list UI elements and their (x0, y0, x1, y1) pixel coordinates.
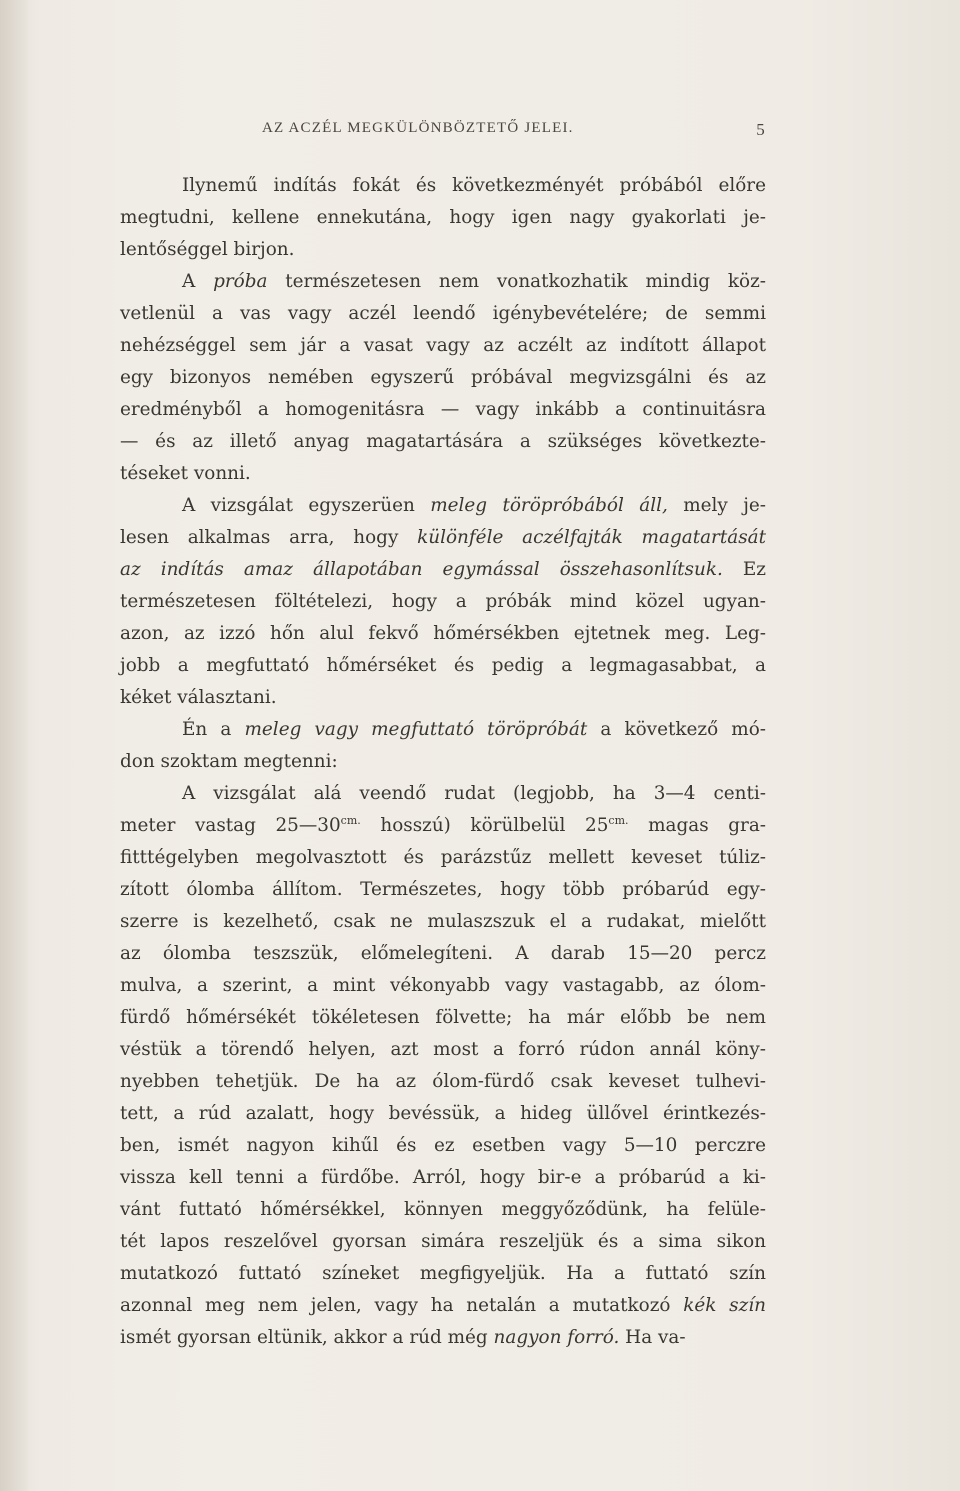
text-line (120, 234, 766, 266)
text-line (120, 746, 766, 778)
text-line (120, 778, 766, 810)
text-line (120, 394, 766, 426)
text-segment: — és az illető anyag magatartására a szükséges következte- (120, 431, 766, 452)
running-header (262, 120, 766, 144)
text-segment: zított ólomba állítom. Természetes, hogy több próbarúd egy- (120, 879, 766, 900)
text-line (120, 1066, 766, 1098)
body-text (120, 170, 766, 1354)
running-title: AZ ACZÉL MEGKÜLÖNBÖZTETŐ JELEI. (262, 120, 574, 136)
text-line (120, 1290, 766, 1322)
text-line (120, 458, 766, 490)
text-line (120, 490, 766, 522)
unit-superscript: cm. (340, 813, 361, 827)
text-line (120, 330, 766, 362)
italic-text: az indítás amaz állapotában egymással összehasonlítsuk. (120, 559, 723, 580)
text-line (120, 554, 766, 586)
text-segment: Ez (722, 559, 766, 580)
text-segment: véstük a törendő helyen, azt most a forró rúdon annál köny- (120, 1039, 766, 1060)
text-segment: egy bizonyos nemében egyszerű próbával megvizsgálni és az (120, 367, 766, 388)
text-segment: jobb a megfuttató hőmérséket és pedig a legmagasabbat, a (120, 655, 766, 676)
text-line (120, 1098, 766, 1130)
text-segment: don szoktam megtenni: (120, 751, 338, 772)
text-segment: természetesen nem vonatkozhatik mindig köz- (267, 271, 766, 292)
unit-superscript: cm. (608, 813, 629, 827)
text-line (120, 586, 766, 618)
text-segment: hosszú) körülbelül 25 (360, 815, 609, 836)
text-line (120, 426, 766, 458)
text-segment: mely je- (667, 495, 766, 516)
text-segment: Ha va- (619, 1327, 686, 1348)
text-segment: azonnal meg nem jelen, vagy ha netalán a mutatkozó (120, 1295, 684, 1316)
text-segment: szerre is kezelhető, csak ne mulaszszuk el a rudakat, mielőtt (120, 911, 766, 932)
text-segment: fürdő hőmérsékét tökéletesen fölvette; ha már előbb be nem (120, 1007, 766, 1028)
text-segment: vánt futtató hőmérsékkel, könnyen meggyőződünk, ha felüle- (120, 1199, 766, 1220)
text-segment: mulva, a szerint, a mint vékonyabb vagy vastagabb, az ólom- (120, 975, 766, 996)
page-binding-edge (0, 0, 28, 1491)
text-segment: fitttégelyben megolvasztott és parázstűz mellett keveset túliz- (120, 847, 766, 868)
italic-text: kék szín (683, 1295, 766, 1316)
text-line (120, 1194, 766, 1226)
text-line (120, 714, 766, 746)
italic-text: meleg vagy megfuttató töröpróbát (244, 719, 588, 740)
text-line (120, 650, 766, 682)
text-line (120, 1162, 766, 1194)
text-line (120, 202, 766, 234)
text-segment: azon, az izzó hőn alul fekvő hőmérsékben ejtetnek meg. Leg- (120, 623, 766, 644)
text-segment: meter vastag 25—30 (120, 815, 341, 836)
text-line (120, 618, 766, 650)
text-segment: ismét gyorsan eltünik, akkor a rúd még (120, 1327, 494, 1348)
text-segment: tét lapos reszelővel gyorsan simára reszeljük és a sima sikon (120, 1231, 766, 1252)
text-line (120, 906, 766, 938)
text-line (120, 522, 766, 554)
text-line (120, 170, 766, 202)
text-segment: ben, ismét nagyon kihűl és ez esetben vagy 5—10 perczre (120, 1135, 766, 1156)
text-line (120, 938, 766, 970)
text-line (120, 362, 766, 394)
italic-text: különféle aczélfajták magatartását (417, 527, 766, 548)
italic-text: nagyon forró. (493, 1327, 620, 1348)
text-segment: nyebben tehetjük. De ha az ólom-fürdő csak keveset tulhevi- (120, 1071, 766, 1092)
text-line (120, 298, 766, 330)
text-segment: vissza kell tenni a fürdőbe. Arról, hogy bir-e a próbarúd a ki- (120, 1167, 766, 1188)
text-segment: lentőséggel birjon. (120, 239, 295, 260)
text-line (120, 1322, 766, 1354)
text-line (120, 1002, 766, 1034)
text-segment: A vizsgálat alá veendő rudat (legjobb, ha 3—4 centi- (182, 783, 766, 804)
text-segment: megtudni, kellene ennekutána, hogy igen nagy gyakorlati je- (120, 207, 766, 228)
text-line (120, 874, 766, 906)
text-line (120, 1226, 766, 1258)
text-segment: Én a (182, 719, 245, 740)
text-segment: a következő mó- (587, 719, 766, 740)
text-segment: A (182, 271, 214, 292)
text-segment: Ilynemű indítás fokát és következményét próbából előre (182, 175, 766, 196)
text-line (120, 810, 766, 842)
italic-text: próba (213, 271, 268, 292)
text-segment: mutatkozó futtató színeket megfigyeljük. Ha a futtató szín (120, 1263, 766, 1284)
page-number: 5 (756, 120, 766, 139)
text-line (120, 682, 766, 714)
text-segment: kéket választani. (120, 687, 277, 708)
text-line (120, 266, 766, 298)
text-line (120, 970, 766, 1002)
text-segment: lesen alkalmas arra, hogy (120, 527, 418, 548)
text-line (120, 842, 766, 874)
text-segment: vetlenül a vas vagy aczél leendő igénybevételére; de semmi (120, 303, 766, 324)
text-line (120, 1034, 766, 1066)
text-segment: természetesen föltételezi, hogy a próbák mind közel ugyan- (120, 591, 766, 612)
text-segment: eredményből a homogenitásra — vagy inkább a continuitásra (120, 399, 766, 420)
text-segment: A vizsgálat egyszerüen (182, 495, 431, 516)
text-line (120, 1258, 766, 1290)
text-segment: téseket vonni. (120, 463, 251, 484)
text-segment: magas gra- (628, 815, 767, 836)
italic-text: meleg töröpróbából áll, (430, 495, 668, 516)
text-segment: nehézséggel sem jár a vasat vagy az aczélt az indított állapot (120, 335, 766, 356)
text-line (120, 1130, 766, 1162)
text-segment: az ólomba teszszük, előmelegíteni. A darab 15—20 percz (120, 943, 766, 964)
text-segment: tett, a rúd azalatt, hogy bevéssük, a hideg üllővel érintkezés- (120, 1103, 766, 1124)
